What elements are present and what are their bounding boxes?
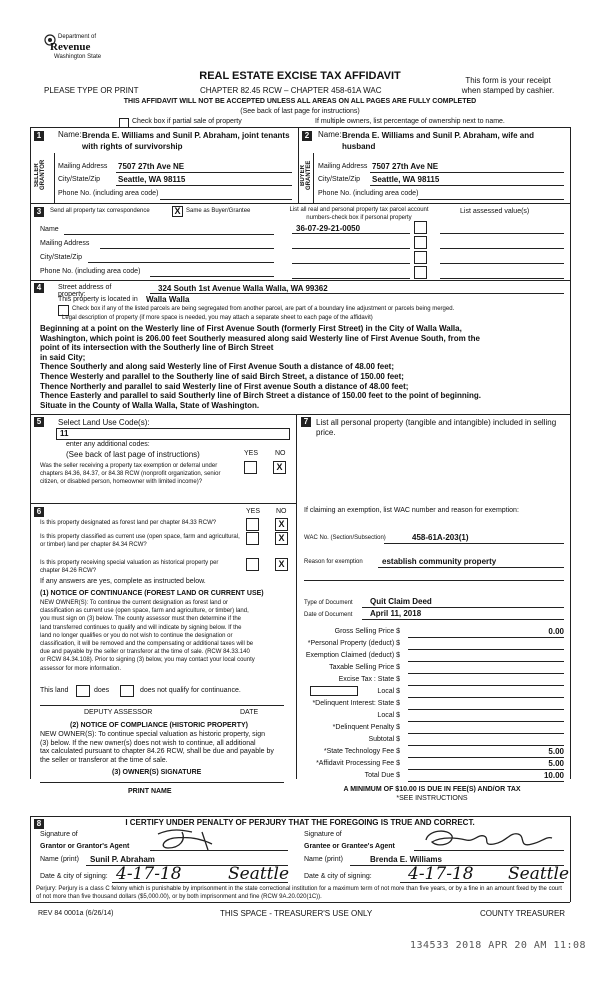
perjury-notice: Perjury: Perjury is a class C felony which is punishable by imprisonment in the state correctional institution for a maximum term of not more than five years, or by a fine in an amount fixed by the court of not more than five thousand dollars ($5,000.00), or by both imprisonment and fine (RCW 9A.20.020(1C)). (36, 886, 562, 900)
buyer-city: Seattle, WA 98115 (372, 175, 440, 184)
tax-affidavit-page: Department of Revenue Washington State REAL ESTATE EXCISE TAX AFFIDAVIT PLEASE TYPE OR PRINT CHAPTER 82.45 RCW – CHAPTER 458-61A WAC This form is your receipt when stamped by cashier. THIS AFFIDAVIT WILL NOT BE ACCEPTED UNLESS ALL AREAS ON ALL PAGES ARE FULLY COMPLETED (See back of last page for instructions) Check box if partial sale of property If multiple owners, list percentage of ownership next to name. 1 Name: Brenda E. Williams and Sunil P. Abraham, joint tenants with rights of survivorship SELLER GRANTOR Mailing Address 7507 27th Ave NE City/State/Zip Seattle, WA 98115 Phone No. (including area code) 2 Name: Brenda E. Williams and Sunil P. Abraham, wife and husband BUYER GRANTEE Mailing Address 7507 27th Ave NE City/State/Zip Seattle, WA 98115 Phone No. (including area code) 3 Send all property tax correspondence X Same as Buyer/Grantee List all real and personal property tax parcel account numbers-check box if personal property List assessed value(s) 36-07-29-21-0050 Name Mailing Address City/State/Zip Phone No. (including area code) 4 Street address of property: 324 South 1st Avenue Walla Walla, WA 99362 This property is located in Walla Walla Check box if any of the listed parcels are being segregated from another parcel, are part of a boundary line adjustment or parcels being merged. Legal description of property (if more space is needed, you may attach a separate sheet to each page of the affidavit) Beginning at a point on the Westerly line of First Avenue South (formerly First Street) in the City of Walla Walla, Washington, which point is 206.00 feet Southerly measured along said Westerly line of First Avenue South, from the point of its intersection with the Southerly line of Birch Street in said City; Thence Southerly and along said Westerly line of First Avenue South a distance of 48.00 feet; Thence Westerly and parallel to the Southerly line of said Birch Street, a distance of 150.00 feet; Thence Northerly and parallel to said Westerly line of First avenue South a distance of 48.00 feet; Thence Easterly and parallel to said Southerly line of Birch Street a distance of 150.00 feet to the point of beginning. Situate in the County of Walla Walla, State of Washington. 5 Select Land Use Code(s): 11 enter any additional codes: (See back of last page of instructions) YES NO Was the seller receiving a property tax exemption or deferral under chapters 84.36, 84.37, or 84.38 RCW (nonprofit organization, senior citizen, or disabled person, homeowner with limited income)? X 7 List all personal property (tangible and intangible) included in selling price. 6 YES NO Is this property designated as forest land per chapter 84.33 RCW? X Is this property classified as current use (open space, farm and agricultural, or timber) land per chapter 84.34 RCW? X Is this property receiving special valuation as historical property per chapter 84.26 RCW? X If any answers are yes, complete as instructed below. (1) NOTICE OF CONTINUANCE (FOREST LAND OR CURRENT USE) NEW OWNER(S): To continue the current designation as forest land or classification as current use (open space, farm and agriculture, or timber) land, you must sign on (3) below. The county assessor must then determine if the land transferred continues to qualify and will indicate by signing below. If the land no longer qualifies or you do not wish to continue the designation or classification, it will be removed and the compensating or additional taxes will be due and payable by the seller or transferor at the time of sale. (RCW 84.33.140 or RCW 84.34.108). Prior to signing (3) below, you may contact your local county assessor for more information. This land does does not qualify for continuance. DEPUTY ASSESSOR DATE (2) NOTICE OF COMPLIANCE (HISTORIC PROPERTY) NEW OWNER(S): To continue special valuation as historic property, sign (3) below. If the new owner(s) does not wish to continue, all additional tax calculated pursuant to chapter 84.26 RCW, shall be due and payable by the seller or transferor at the time of sale. (3) OWNER(S) SIGNATURE PRINT NAME If claiming an exemption, list WAC number and reason for exemption: WAC No. (Section/Subsection) 458-61A-203(1) Reason for exemption establish community property Type of Document Quit Claim Deed Date of Document April 11, 2018 Gross Selling Price $ 0.00 *Personal Property (deduct) $ Exemption Claimed (deduct) $ Taxable Selling Price $ Excise Tax : State $ Local $ *Delinquent Interest: State $ Local $ *Delinquent Penalty $ Subtotal $ *State Technology Fee $ 5.00 *Affidavit Processing Fee $ 5.00 Total Due $ 10.00 A MINIMUM OF $10.00 IS DUE IN FEE(S) AND/OR TAX *SEE INSTRUCTIONS 8 I CERTIFY UNDER PENALTY OF PERJURY THAT THE FOREGOING IS TRUE AND CORRECT. Signature of Grantor or Grantor's Agent Name (print) Sunil P. Abraham Date & city of signing: 4-17-18 Seattle Signature of Grantee or Grantee's Agent Name (print) Brenda E. Williams Date & city of signing: 4-17-18 Seattle Perjury: Perjury is a class C felony which is punishable by imprisonment in the state correctional institution for a maximum term of not more than five years, or by a fine in an amount fixed by the court of not more than five thousand dollars ($5,000.00), or by both imprisonment and fine (RCW 9A.20.020(1C)). REV 84 0001a (6/26/14) THIS SPACE - TREASURER'S USE ONLY COUNTY TREASURER 134533 2018 APR 20 AM 11:08 (0, 0, 600, 984)
grantee-sign-date: 4-17-18 (408, 864, 474, 884)
page-title: REAL ESTATE EXCISE TAX AFFIDAVIT (199, 70, 401, 82)
section-3-number: 3 (34, 207, 44, 217)
please-type: PLEASE TYPE OR PRINT (44, 86, 139, 95)
grantee-print-name: Brenda E. Williams (370, 855, 442, 864)
land-does-checkbox[interactable] (76, 685, 90, 697)
section-5-number: 5 (34, 417, 44, 427)
section-8-number: 8 (34, 819, 44, 829)
warning-text: THIS AFFIDAVIT WILL NOT BE ACCEPTED UNLESS ALL AREAS ON ALL PAGES ARE FULLY COMPLETED (123, 98, 477, 105)
land-does-not-checkbox[interactable] (120, 685, 134, 697)
personal-property-checkbox-1[interactable] (414, 221, 427, 234)
exemption-reason: establish community property (382, 557, 497, 566)
section-7-number: 7 (301, 417, 311, 427)
document-type: Quit Claim Deed (370, 597, 432, 606)
continuance-notice: NEW OWNER(S): To continue the current designation as forest land or classification as current use (open space, farm and agriculture, or timber) land, you must sign on (3) below. The county assessor must then determine if the land transferred continues to qualify and will indicate by signing below. If the land no longer qualifies or you do not wish to continue the designation or classification, it will be removed and the compensating or additional taxes will be due and payable by the seller or transferor at the time of sale. (RCW 84.33.140 or RCW 84.34.108). Prior to signing (3) below, you may contact your local county assessor for more information. (40, 600, 255, 672)
grantor-signature (152, 826, 242, 852)
treasurer-stamp: 134533 2018 APR 20 AM 11:08 (410, 940, 587, 951)
treasurer-use-only: THIS SPACE - TREASURER'S USE ONLY (220, 909, 373, 918)
same-as-buyer-checkbox[interactable]: X (172, 206, 183, 217)
personal-property-checkbox-2[interactable] (414, 236, 427, 249)
total-due: 10.00 (543, 771, 564, 780)
form-revision: REV 84 0001a (6/26/14) (38, 910, 114, 917)
section-2-number: 2 (302, 131, 312, 141)
grantee-sign-city: Seattle (508, 864, 570, 884)
property-location: Walla Walla (146, 295, 190, 304)
forest-yes-checkbox[interactable] (246, 518, 259, 531)
exemption-no-checkbox[interactable]: X (273, 461, 286, 474)
wac-number: 458-61A-203(1) (412, 533, 469, 542)
document-date: April 11, 2018 (370, 609, 422, 618)
county-treasurer: COUNTY TREASURER (480, 909, 566, 918)
historic-yes-checkbox[interactable] (246, 558, 259, 571)
personal-property-checkbox-3[interactable] (414, 251, 427, 264)
processing-fee: 5.00 (548, 759, 564, 768)
property-street-address: 324 South 1st Avenue Walla Walla, WA 99362 (158, 284, 328, 293)
section-6-number: 6 (34, 507, 44, 517)
forest-no-checkbox[interactable]: X (275, 518, 288, 531)
historic-notice: NEW OWNER(S): To continue special valuation as historic property, sign (3) below. If the new owner(s) does not wish to continue, all additional tax calculated pursuant to chapter 84.26 RCW, shall be due and payable by the seller or transferor at the time of sale. (40, 731, 274, 764)
current-use-yes-checkbox[interactable] (246, 532, 259, 545)
gross-selling-price: 0.00 (548, 627, 564, 636)
seller-name: Brenda E. Williams and Sunil P. Abraham, joint tenants with rights of survivorship (82, 131, 290, 151)
land-use-code-field[interactable] (56, 428, 290, 440)
seller-city: Seattle, WA 98115 (118, 175, 186, 184)
current-use-no-checkbox[interactable]: X (275, 532, 288, 545)
technology-fee: 5.00 (548, 747, 564, 756)
exemption-yes-checkbox[interactable] (244, 461, 257, 474)
chapter-ref: CHAPTER 82.45 RCW – CHAPTER 458-61A WAC (200, 86, 382, 95)
certify-statement: I CERTIFY UNDER PENALTY OF PERJURY THAT THE FOREGOING IS TRUE AND CORRECT. (125, 818, 475, 827)
grantee-signature (418, 826, 558, 854)
parcel-number: 36-07-29-21-0050 (296, 224, 361, 233)
grantor-sign-city: Seattle (228, 864, 290, 884)
buyer-mailing-address: 7507 27th Ave NE (372, 162, 439, 171)
legal-description: Beginning at a point on the Westerly line of First Avenue South (formerly First Street) in the City of Walla Walla, Washington, which point is 206.00 feet Southerly measured along said Westerly line of First Avenue South, from the point of its intersection with the Southerly line of Birch Street in said City; Thence Southerly and along said Westerly line of First Avenue South a distance of 48.00 feet; Thence Westerly and parallel to the Southerly line of said Birch Street, a distance of 150.00 feet; Thence Northerly and parallel to said Westerly line of First avenue South a distance of 48.00 feet; Thence Easterly and parallel to said Southerly line of Birch Street a distance of 150.00 feet to the point of beginning. Situate in the County of Walla Walla, State of Washington. (40, 324, 481, 410)
seller-mailing-address: 7507 27th Ave NE (118, 162, 185, 171)
buyer-name: Brenda E. Williams and Sunil P. Abraham, wife and husband (342, 131, 534, 151)
historic-no-checkbox[interactable]: X (275, 558, 288, 571)
section-4-number: 4 (34, 283, 44, 293)
grantor-sign-date: 4-17-18 (116, 864, 182, 884)
personal-property-checkbox-4[interactable] (414, 266, 427, 279)
section-1-number: 1 (34, 131, 44, 141)
grantor-print-name: Sunil P. Abraham (90, 855, 155, 864)
